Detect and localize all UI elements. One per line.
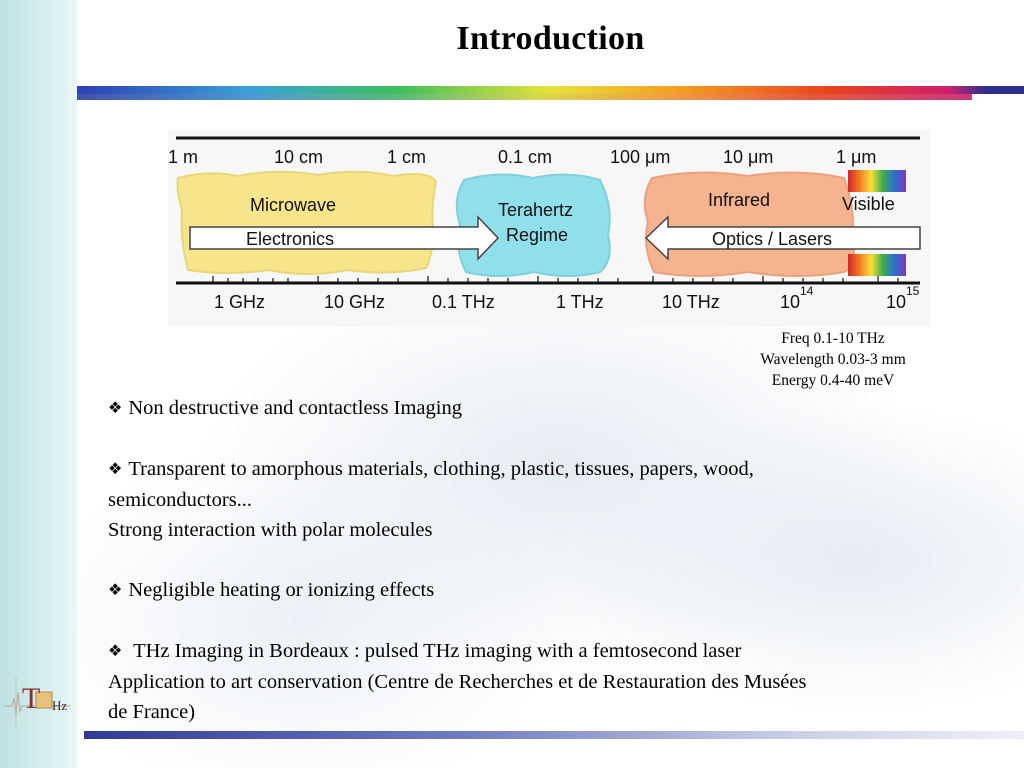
- wavelength-label-01cm: 0.1 cm: [498, 147, 553, 167]
- logo-letters-hz: Hz: [52, 698, 68, 713]
- microwave-region: [178, 172, 437, 274]
- slide-title: Introduction: [456, 20, 645, 57]
- bullet-continuation: semiconductors...: [108, 489, 253, 511]
- optics-lasers-label: Optics / Lasers: [712, 229, 833, 249]
- bullet-item: [108, 636, 1008, 667]
- diamond-bullet-icon: ❖: [108, 398, 123, 417]
- wavelength-label-1cm: 1 cm: [387, 147, 427, 167]
- frequency-label-1e14: 10: [780, 292, 801, 312]
- frequency-label-1ghz: 1 GHz: [214, 292, 266, 312]
- rainbow-divider-shadow: [77, 94, 972, 100]
- rainbow-divider: [77, 86, 1024, 94]
- bullet-item: [108, 393, 1008, 424]
- logo-letter-t: T: [22, 682, 41, 715]
- bullet-item: [108, 575, 1008, 606]
- frequency-label-01thz: 0.1 THz: [432, 292, 495, 312]
- diamond-bullet-icon: ❖: [108, 641, 123, 660]
- bullet-list: [108, 393, 1008, 727]
- terahertz-label-line2: Regime: [506, 225, 569, 245]
- frequency-exponent-15: 15: [906, 284, 920, 298]
- microwave-label: Microwave: [250, 195, 337, 215]
- frequency-label-1e15: 10: [886, 292, 907, 312]
- frequency-label-10ghz: 10 GHz: [324, 292, 386, 312]
- bullet-continuation: Strong interaction with polar molecules: [108, 519, 433, 541]
- diamond-bullet-icon: ❖: [108, 459, 123, 478]
- wavelength-label-10cm: 10 cm: [274, 147, 324, 167]
- wavelength-label-1m: 1 m: [168, 147, 199, 167]
- frequency-label-10thz: 10 THz: [662, 292, 720, 312]
- left-sidebar-band: [0, 0, 77, 768]
- wavelength-label-1um: 1 μm: [836, 147, 877, 167]
- note-energy: Energy 0.4-40 meV: [771, 372, 895, 389]
- note-wavelength: Wavelength 0.03-3 mm: [760, 351, 906, 368]
- bullet-continuation: Application to art conservation (Centre de Recherches et de Restauration des Musées: [108, 671, 807, 693]
- terahertz-label-line1: Terahertz: [498, 200, 574, 220]
- bullet-text: Non destructive and contactless Imaging: [128, 397, 462, 419]
- frequency-exponent-14: 14: [800, 284, 814, 298]
- electronics-label: Electronics: [246, 229, 335, 249]
- bottom-divider: [84, 731, 1024, 739]
- note-frequency: Freq 0.1-10 THz: [781, 330, 885, 347]
- frequency-label-1thz: 1 THz: [556, 292, 604, 312]
- bullet-text: THz Imaging in Bordeaux : pulsed THz imaging with a femtosecond laser: [128, 640, 742, 662]
- visible-spectrum-top: [848, 170, 906, 192]
- em-spectrum-diagram: [168, 130, 930, 326]
- visible-spectrum-bottom: [848, 254, 906, 276]
- visible-label: Visible: [842, 194, 895, 214]
- infrared-region: [645, 172, 854, 276]
- bullet-text: Negligible heating or ionizing effects: [128, 579, 435, 601]
- diamond-bullet-icon: ❖: [108, 580, 123, 599]
- thz-properties-note: [733, 328, 933, 391]
- bullet-text: Transparent to amorphous materials, clothing, plastic, tissues, papers, wood,: [128, 458, 754, 480]
- wavelength-label-10um: 10 μm: [723, 147, 774, 167]
- wavelength-label-100um: 100 μm: [610, 147, 671, 167]
- bullet-continuation: de France): [108, 701, 196, 723]
- thz-logo: [4, 672, 70, 728]
- infrared-label: Infrared: [708, 190, 771, 210]
- bullet-item: [108, 454, 1008, 485]
